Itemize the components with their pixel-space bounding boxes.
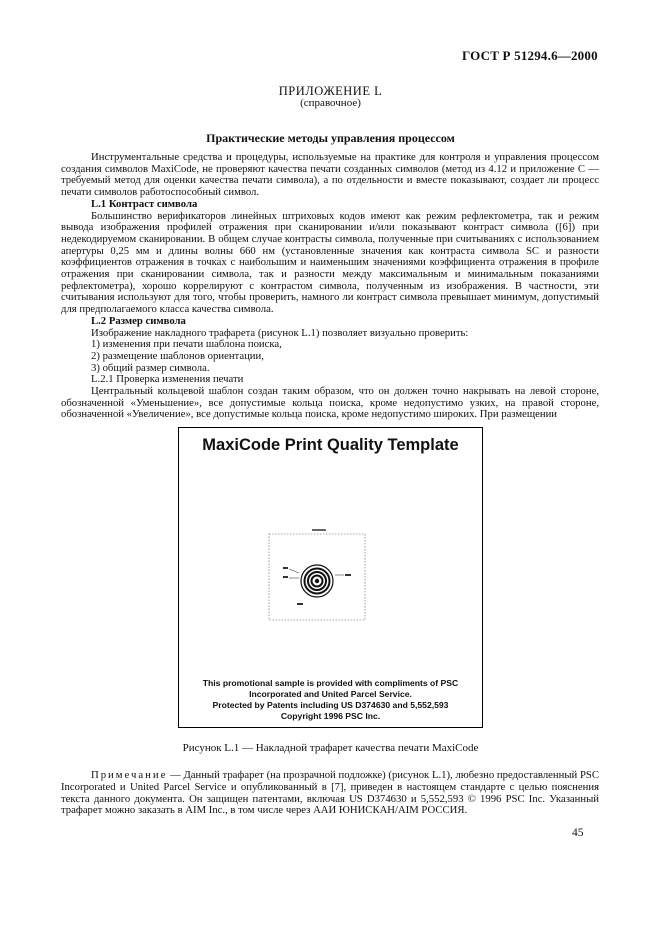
promo-line: This promotional sample is provided with compliments of PSC [202,678,459,688]
body-text [61,152,599,421]
orientation-tick [297,603,303,605]
note-text: — Данный трафарет (на прозрачной подложке) (рисунок L.1), любезно предоставленный PSC Incorporated и United Parcel Service и опубликованный в [7], приведен в настоящем стандарте с целью пояснения текста данного документа. Он защищен патентами, включая US D374630 и 5,552,593 © 1996 PSC Inc. Указанный трафарет можно заказать в AIM Inc., в том числе через ААИ ЮНИСКАН/AIM РОССИЯ. [61,769,599,817]
decrease-marker [289,569,299,573]
l2-intro: Изображение накладного трафарета (рисунок L.1) позволяет визуально проверить: [91,326,469,339]
orientation-tick [283,567,288,569]
section-heading: Практические методы управления процессом [206,131,455,145]
list-item: 2) размещение шаблонов ориентации, [91,349,264,362]
note-block [61,770,599,817]
appendix-subtitle: (справочное) [300,97,361,109]
finder-center [315,579,319,583]
list-item: 3) общий размер символа. [91,361,210,374]
intro-paragraph: Инструментальные средства и процедуры, используемые на практике для контроля и управления процессом создания символов MaxiCode, не проверяют качества печати созданных символов (метод из 4.12 и приложение С — требуемый метод для оценки качества печати символа), а по отдельности и вместе показывают, создает ли процесс печати символов работоспособный символ. [61,151,599,199]
l1-heading: L.1 Контраст символа [91,197,198,210]
promo-text [179,678,482,722]
promo-line: Copyright 1996 PSC Inc. [280,711,381,721]
promo-line: Protected by Patents including US D374630 and 5,552,593 [212,700,449,710]
maxicode-template-figure [178,427,483,728]
l21-heading: L.2.1 Проверка изменения печати [91,373,244,386]
figure-caption: Рисунок L.1 — Накладной трафарет качества печати MaxiCode [182,742,479,754]
orientation-tick [283,576,288,578]
appendix-title: ПРИЛОЖЕНИЕ L [278,84,383,98]
l1-paragraph: Большинство верификаторов линейных штриховых кодов имеют как режим рефлектометра, так и режим вывода изображения профилей отражения при сканировании и/или показывают контраст символа ([6]) при недекодируемом сканировании. В общем случае контрасты символа, полученные при считываниях с использованием апертуры 0,25 мм и длины волны 660 нм (установленные значения как контраста символа SC и разности коэффициентов отражения в точках с наибольшим и наименьшим значениями коэффициента отражения в профиле отражения при сканировании символа, так и разности между максимальным и минимальным показаниями рефлектометра), хорошо коррелируют с контрастом символа, полученным из изображения. В частности, эти считывания используют для того, чтобы проверить, намного ли контраст символа превышает минимум, допустимый для предполагаемого класса качества символа. [61,209,599,316]
figure-title: MaxiCode Print Quality Template [202,436,459,454]
page-number: 45 [572,827,584,839]
l21-paragraph: Центральный кольцевой шаблон создан таким образом, что он должен точно накрывать на левой стороне, обозначенной «Уменьшение», все допустимые кольца поиска, кроме недопустимо узких, на правой стороне, обозначенной «Увеличение», все допустимые кольца поиска, кроме недопустимо широких. При размещении [61,385,599,421]
orientation-tick [345,574,351,576]
standard-header: ГОСТ Р 51294.6—2000 [462,48,598,63]
list-item: 1) изменения при печати шаблона поиска, [91,338,282,351]
note-label: Примечание [91,769,168,781]
promo-line: Incorporated and United Parcel Service. [249,689,412,699]
l2-heading: L.2 Размер символа [91,314,186,327]
